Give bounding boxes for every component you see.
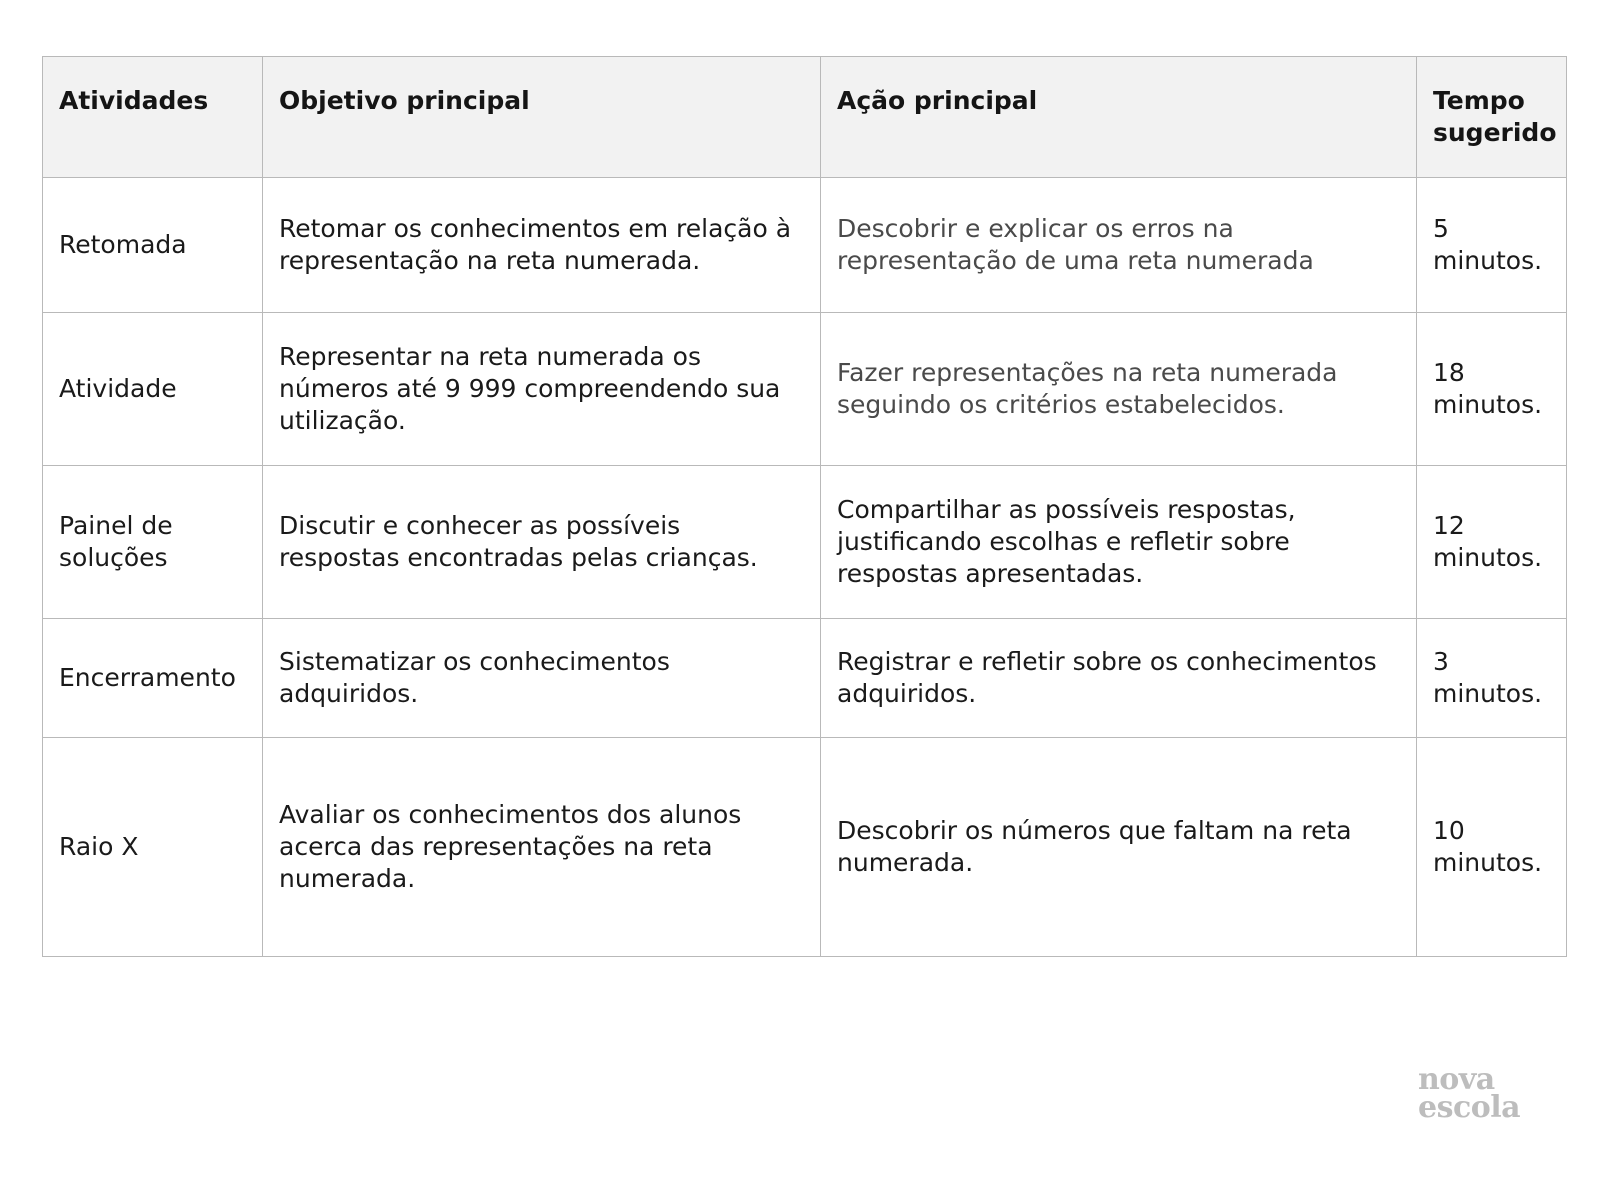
action-cell: Compartilhar as possíveis respostas, justificando escolhas e refletir sobre respostas apresentadas.: [821, 466, 1417, 619]
header-main-objective: Objetivo principal: [263, 57, 821, 178]
action-cell: Fazer representações na reta numerada seguindo os critérios estabelecidos.: [821, 313, 1417, 466]
logo-line-2: escola: [1418, 1090, 1521, 1125]
time-cell: 3 minutos.: [1417, 619, 1567, 738]
activity-cell: Raio X: [43, 738, 263, 957]
table-row: [43, 313, 1567, 466]
header-main-action: Ação principal: [821, 57, 1417, 178]
table-row: [43, 738, 1567, 957]
time-cell: 10 minutos.: [1417, 738, 1567, 957]
header-activities: Atividades: [43, 57, 263, 178]
activity-cell: Encerramento: [43, 619, 263, 738]
objective-cell: Retomar os conhecimentos em relação à representação na reta numerada.: [263, 178, 821, 313]
time-cell: 12 minutos.: [1417, 466, 1567, 619]
time-cell: 5 minutos.: [1417, 178, 1567, 313]
table-row: [43, 466, 1567, 619]
activity-cell: Painel de soluções: [43, 466, 263, 619]
objective-cell: Representar na reta numerada os números até 9 999 compreendendo sua utilização.: [263, 313, 821, 466]
time-cell: 18 minutos.: [1417, 313, 1567, 466]
activity-cell: Atividade: [43, 313, 263, 466]
activity-cell: Retomada: [43, 178, 263, 313]
action-cell: Registrar e refletir sobre os conhecimentos adquiridos.: [821, 619, 1417, 738]
logo-line-1: nova: [1418, 1062, 1495, 1097]
action-cell: Descobrir e explicar os erros na representação de uma reta numerada: [821, 178, 1417, 313]
action-cell: Descobrir os números que faltam na reta numerada.: [821, 738, 1417, 957]
header-suggested-time: Tempo sugerido: [1417, 57, 1567, 178]
table-row: [43, 178, 1567, 313]
lesson-plan-table: [42, 56, 1567, 957]
table-row: [43, 619, 1567, 738]
nova-escola-logo: [1418, 1062, 1538, 1125]
table-header-row: [43, 57, 1567, 178]
objective-cell: Avaliar os conhecimentos dos alunos acerca das representações na reta numerada.: [263, 738, 821, 957]
objective-cell: Discutir e conhecer as possíveis respostas encontradas pelas crianças.: [263, 466, 821, 619]
objective-cell: Sistematizar os conhecimentos adquiridos.: [263, 619, 821, 738]
